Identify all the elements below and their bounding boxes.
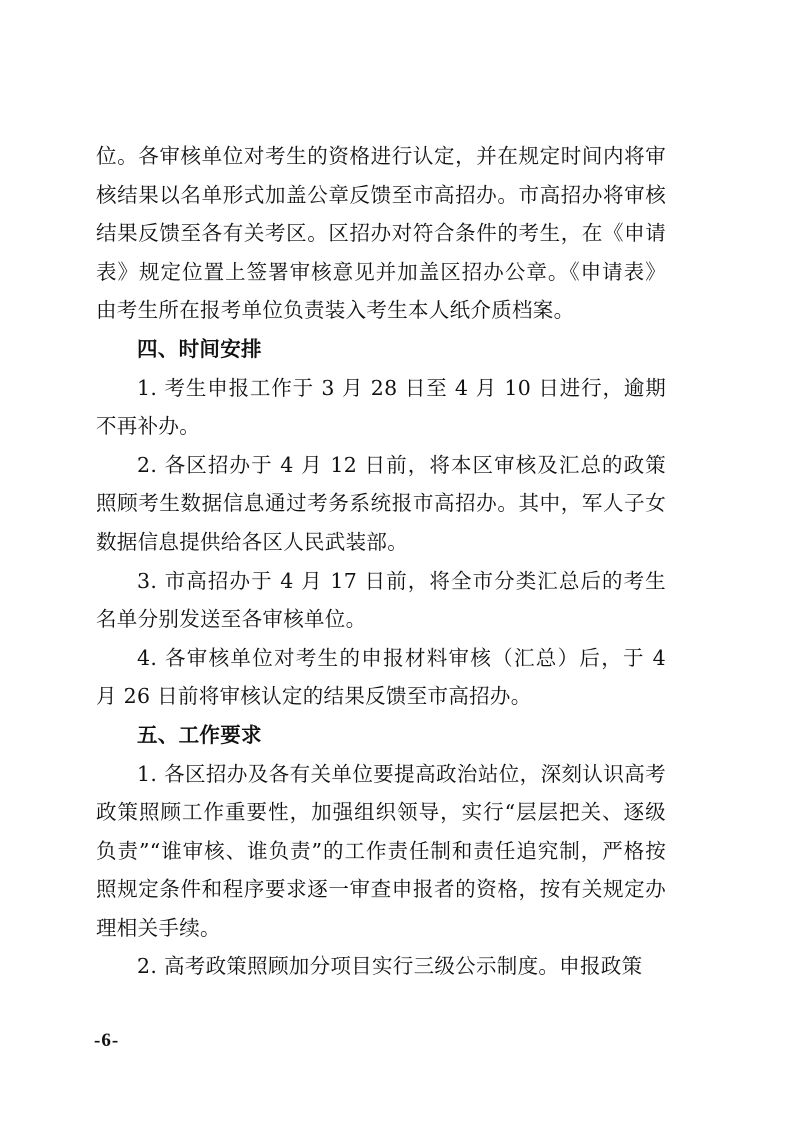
section-heading-requirements: 五、工作要求: [137, 722, 262, 747]
page-number: -6-: [94, 1030, 120, 1051]
paragraph-review-results: 位。各审核单位对考生的资格进行认定，并在规定时间内将审核结果以名单形式加盖公章反馈至市高招办。市高招办将审核结果反馈至各有关考区。区招办对符合条件的考生，在《申请表》规定位置上签署审核意见并加盖区招办公章。《申请表》由考生所在报考单位负责装入考生本人纸介质档案。: [96, 144, 666, 323]
schedule-item-2: 2. 各区招办于 4 月 12 日前，将本区审核及汇总的政策照顾考生数据信息通过考务系统报市高招办。其中，军人子女数据信息提供给各区人民武装部。: [96, 452, 666, 554]
schedule-item-4: 4. 各审核单位对考生的申报材料审核（汇总）后，于 4 月 26 日前将审核认定的结果反馈至市高招办。: [96, 645, 666, 709]
requirement-item-2: 2. 高考政策照顾加分项目实行三级公示制度。申报政策: [137, 954, 643, 979]
requirement-item-1: 1. 各区招办及各有关单位要提高政治站位，深刻认识高考政策照顾工作重要性，加强组织领导，实行“层层把关、逐级负责”“谁审核、谁负责”的工作责任制和责任追究制，严格按照规定条件和程序要求逐一审查申报者的资格，按有关规定办理相关手续。: [96, 761, 666, 940]
schedule-item-1: 1. 考生申报工作于 3 月 28 日至 4 月 10 日进行，逾期不再补办。: [96, 375, 666, 439]
document-body: [96, 137, 666, 986]
section-heading-schedule: 四、时间安排: [137, 336, 262, 361]
schedule-item-3: 3. 市高招办于 4 月 17 日前，将全市分类汇总后的考生名单分别发送至各审核单位。: [96, 568, 666, 632]
